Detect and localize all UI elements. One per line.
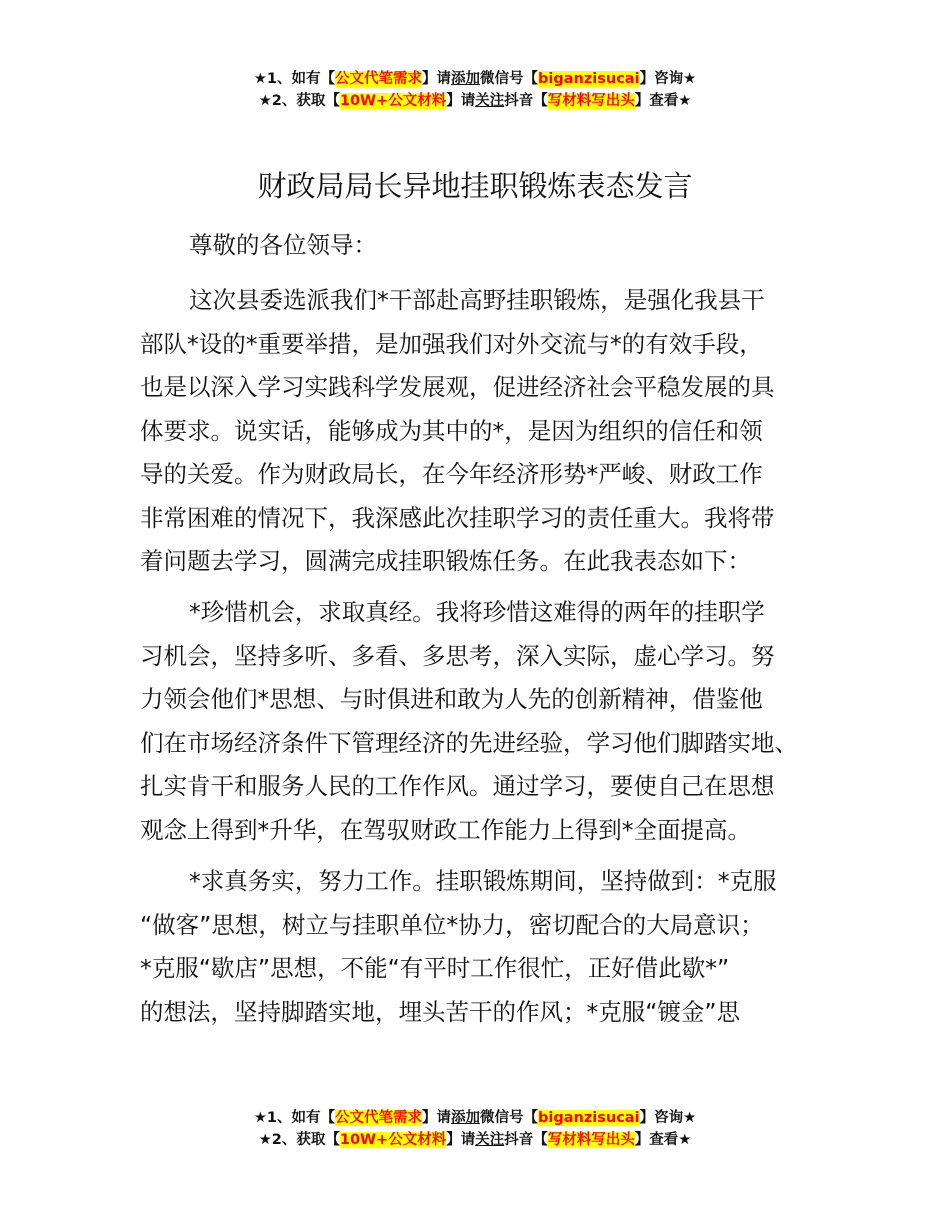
paragraph-line: 体要求。说实话，能够成为其中的*，是因为组织的信任和领 (140, 416, 763, 445)
banner-text: ★2、获取【 (258, 93, 340, 109)
paragraph-3 (140, 860, 832, 1034)
banner-text: 】请 (446, 1132, 476, 1148)
paragraph-1 (140, 279, 832, 584)
banner-text: ★1、如有【 (253, 1110, 336, 1126)
banner-text: ★2、获取【 (258, 1132, 340, 1148)
paragraph-line: 们在市场经济条件下管理经济的先进经验，学习他们脚踏实地、 (140, 728, 798, 757)
paragraph-line: 的想法，坚持脚踏实地，埋头苦干的作风；*克服“镀金”思 (140, 997, 741, 1026)
banner-text: 】查看★ (634, 1132, 692, 1148)
footer-banner (0, 1107, 950, 1151)
paragraph-2 (140, 591, 832, 852)
banner-highlight: biganzisucai (538, 1110, 640, 1126)
banner-highlight: 写材料写出头 (547, 93, 635, 109)
paragraph-line: 扎实肯干和服务人民的工作作风。通过学习，要使自己在思想 (140, 772, 775, 800)
paragraph-line: 也是以深入学习实践科学发展观，促进经济社会平稳发展的具 (140, 373, 775, 401)
paragraph-line: *克服“歇店”思想，不能“有平时工作很忙，正好借此歇*” (140, 954, 730, 982)
paragraph-line: 这次县委选派我们*干部赴高野挂职锻炼，是强化我县干 (189, 286, 765, 314)
banner-highlight: 10W+公文材料 (339, 1132, 447, 1148)
banner-highlight: 公文代笔需求 (335, 71, 423, 87)
banner-text: 微信号【 (480, 71, 539, 87)
banner-text: 】请 (422, 1110, 452, 1126)
salutation (140, 224, 832, 268)
banner-highlight: 10W+公文材料 (339, 93, 447, 109)
banner-text: 抖音【 (504, 93, 548, 109)
banner-underlined-text: 添加 (451, 1110, 481, 1126)
header-banner (0, 68, 950, 112)
paragraph-line: 观念上得到*升华，在驾驭财政工作能力上得到*全面提高。 (140, 815, 751, 844)
paragraph-line: 着问题去学习，圆满完成挂职锻炼任务。在此我表态如下： (140, 547, 751, 575)
banner-highlight: 写材料写出头 (547, 1132, 635, 1148)
banner-text: 】请 (422, 71, 452, 87)
banner-text: ★1、如有【 (253, 71, 336, 87)
banner-text: 抖音【 (504, 1132, 548, 1148)
salutation-text: 尊敬的各位领导： (189, 231, 377, 259)
banner-line-1 (0, 68, 950, 90)
banner-highlight: biganzisucai (538, 71, 640, 87)
banner-text: 】咨询★ (639, 71, 697, 87)
banner-highlight: 公文代笔需求 (335, 1110, 423, 1126)
paragraph-line: 部队*设的*重要举措，是加强我们对外交流与*的有效手段， (140, 329, 763, 358)
paragraph-line: *求真务实，努力工作。挂职锻炼期间，坚持做到：*克服 (189, 867, 777, 895)
paragraph-line: “做客”思想，树立与挂职单位*协力，密切配合的大局意识； (140, 910, 764, 939)
paragraph-line: 习机会，坚持多听、多看、多思考，深入实际，虚心学习。努 (140, 641, 775, 670)
banner-text: 】请 (446, 93, 476, 109)
banner-underlined-text: 关注 (475, 93, 505, 109)
banner-line-2 (0, 90, 950, 112)
banner-underlined-text: 关注 (475, 1132, 505, 1148)
paragraph-line: 导的关爱。作为财政局长，在今年经济形势*严峻、财政工作 (140, 460, 763, 488)
document-title: 财政局局长异地挂职锻炼表态发言 (257, 169, 693, 203)
paragraph-line: 非常困难的情况下，我深感此次挂职学习的责任重大。我将带 (140, 503, 775, 532)
banner-text: 】查看★ (634, 93, 692, 109)
paragraph-line: *珍惜机会，求取真经。我将珍惜这难得的两年的挂职学 (189, 598, 765, 626)
banner-text: 微信号【 (480, 1110, 539, 1126)
paragraph-line: 力领会他们*思想、与时俱进和敢为人先的创新精神，借鉴他 (140, 685, 763, 713)
banner-line-1 (0, 1107, 950, 1129)
banner-text: 】咨询★ (639, 1110, 697, 1126)
banner-underlined-text: 添加 (451, 71, 481, 87)
banner-line-2 (0, 1129, 950, 1151)
